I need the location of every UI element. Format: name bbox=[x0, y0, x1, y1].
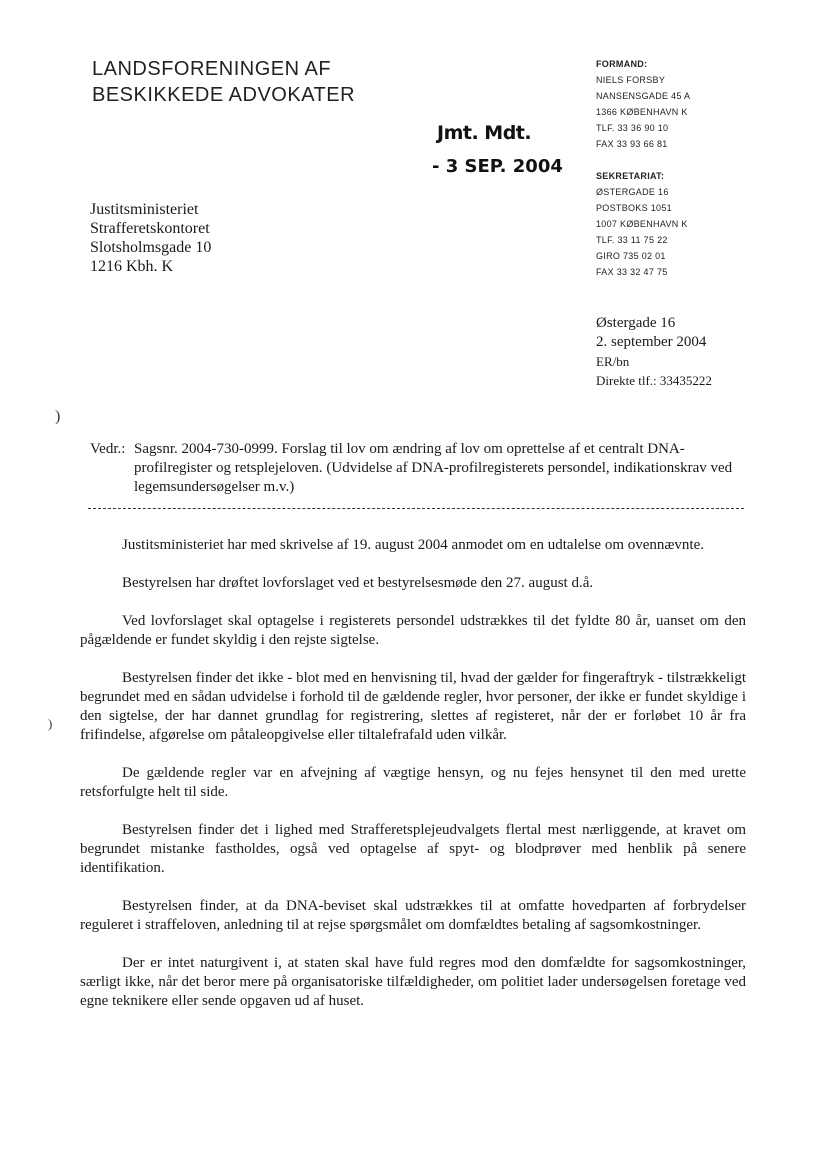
body-paragraph-4: Bestyrelsen finder det ikke - blot med en henvisning til, hvad der gælder for fingeraftryk - tilstrækkeligt begrundet med en sådan udvidelse i forhold til de gældende regler, hvor personer, der ikke er fundet skyldige i den sigtelse, der har dannet grundlag for registrering, slettes af registeret, når der er forløbet 10 år fra frifindelse, afgørelse om påtaleopgivelse eller tiltalefrafald uden vilkår. bbox=[80, 670, 746, 743]
sender-date-block bbox=[596, 314, 712, 390]
body-paragraph-1: Justitsministeriet har med skrivelse af 19. august 2004 anmodet om en udtalelse om ovennævnte. bbox=[122, 537, 704, 553]
body-paragraph-5: De gældende regler var en afvejning af vægtige hensyn, og nu fejes hensynet til den med urette retsforfulgte helt til side. bbox=[80, 765, 746, 800]
body-paragraph-7: Bestyrelsen finder, at da DNA-beviset skal udstrækkes til at omfatte hovedparten af forbrydelser reguleret i straffeloven, anledning til at rejse spørgsmålet om domfældtes betaling af sagsomkostninger. bbox=[80, 898, 746, 933]
formand-contact-block bbox=[596, 56, 690, 152]
sekretariat-giro: GIRO 735 02 01 bbox=[596, 251, 666, 261]
recipient-line2: Strafferetskontoret bbox=[90, 220, 210, 237]
received-stamp-date: - 3 SEP. 2004 bbox=[432, 156, 563, 177]
formand-heading: FORMAND: bbox=[596, 59, 648, 69]
sekretariat-city: 1007 KØBENHAVN K bbox=[596, 219, 688, 229]
formand-phone: TLF. 33 36 90 10 bbox=[596, 123, 669, 133]
subject-line bbox=[90, 440, 754, 497]
margin-mark: ) bbox=[55, 408, 61, 425]
sekretariat-contact-block bbox=[596, 168, 688, 280]
margin-mark: ) bbox=[48, 716, 53, 731]
organization-name-line1: LANDSFORENINGEN AF bbox=[92, 58, 332, 80]
subject-label: Vedr.: bbox=[90, 441, 126, 457]
sekretariat-box: POSTBOKS 1051 bbox=[596, 203, 672, 213]
recipient-line3: Slotsholmsgade 10 bbox=[90, 239, 212, 256]
sender-street: Østergade 16 bbox=[596, 315, 676, 331]
direct-phone: Direkte tlf.: 33435222 bbox=[596, 373, 712, 388]
sekretariat-phone: TLF. 33 11 75 22 bbox=[596, 235, 668, 245]
organization-name bbox=[92, 56, 355, 108]
formand-street: NANSENSGADE 45 A bbox=[596, 91, 691, 101]
body-paragraph-3: Ved lovforslaget skal optagelse i registerets persondel udstrækkes til det fyldte 80 år, uanset om den pågældende er fundet skyldig i den rejste sigtelse. bbox=[80, 613, 746, 648]
body-paragraph-6: Bestyrelsen finder det i lighed med Strafferetsplejeudvalgets flertal mest nærliggende, at kravet om begrundet mistanke fastholdes, også ved optagelse af spyt- og blodprøver med henblik på senere identifikation. bbox=[80, 822, 746, 876]
formand-city: 1366 KØBENHAVN K bbox=[596, 107, 688, 117]
reference-initials: ER/bn bbox=[596, 354, 630, 369]
sekretariat-fax: FAX 33 32 47 75 bbox=[596, 267, 668, 277]
formand-name: NIELS FORSBY bbox=[596, 75, 666, 85]
recipient-line1: Justitsministeriet bbox=[90, 201, 199, 218]
subject-divider bbox=[88, 508, 744, 509]
received-stamp-office: Jmt. Mdt. bbox=[437, 122, 532, 144]
subject-text: Sagsnr. 2004-730-0999. Forslag til lov om ændring af lov om oprettelse af et centralt DNA-profilregister og retsplejeloven. (Udvidelse af DNA-profilregisterets persondel, indikationskrav ved legemsundersøgelser m.v.) bbox=[134, 441, 733, 495]
letter-body bbox=[80, 536, 746, 1030]
body-paragraph-8: Der er intet naturgivent i, at staten skal have fuld regres mod den domfældte for sagsomkostninger, særligt ikke, når det beror mere på organisatoriske tilfældigheder, om politiet lader undersøgelsen foretage ved egne teknikere eller sende opgaven ud af huset. bbox=[80, 955, 746, 1009]
organization-name-line2: BESKIKKEDE ADVOKATER bbox=[92, 84, 356, 106]
sekretariat-street: ØSTERGADE 16 bbox=[596, 187, 669, 197]
formand-fax: FAX 33 93 66 81 bbox=[596, 139, 668, 149]
sekretariat-heading: SEKRETARIAT: bbox=[596, 171, 665, 181]
recipient-address bbox=[90, 200, 211, 276]
recipient-line4: 1216 Kbh. K bbox=[90, 258, 174, 275]
letter-date: 2. september 2004 bbox=[596, 334, 707, 350]
body-paragraph-2: Bestyrelsen har drøftet lovforslaget ved et bestyrelsesmøde den 27. august d.å. bbox=[122, 575, 594, 591]
